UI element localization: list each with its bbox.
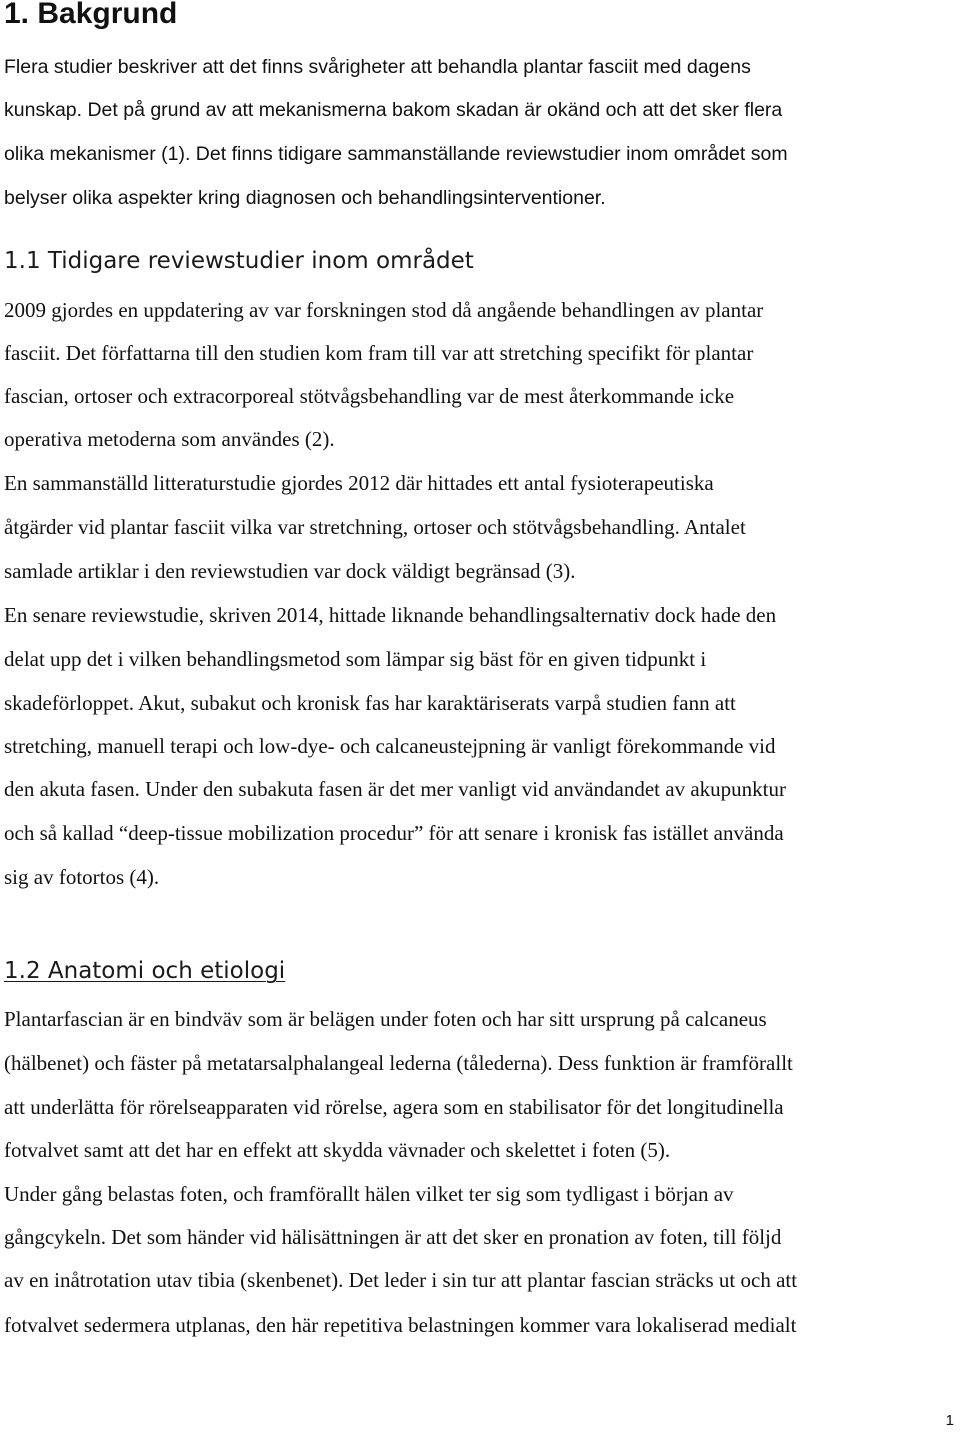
section-1-1-line-10: skadeförloppet. Akut, subakut och kronisk fas har karaktäriserats varpå studien fann att	[4, 691, 736, 715]
section-1-2-line-5: Under gång belastas foten, och framförallt hälen vilket ter sig som tydligast i början av	[4, 1182, 734, 1206]
section-1-2-line-8: fotvalvet sedermera utplanas, den här repetitiva belastningen kommer vara lokaliserad medialt	[4, 1313, 797, 1337]
section-1-1-line-1: 2009 gjordes en uppdatering av var forskningen stod då angående behandlingen av plantar	[4, 298, 764, 322]
section-1-1-line-3: fascian, ortoser och extracorporeal stötvågsbehandling var de mest återkommande icke	[4, 384, 735, 408]
section-1-2-line-1: Plantarfascian är en bindväv som är belägen under foten och har sitt ursprung på calcaneus	[4, 1007, 767, 1031]
section-1-2-line-2: (hälbenet) och fäster på metatarsalphalangeal lederna (tålederna). Dess funktion är framförallt	[4, 1051, 793, 1075]
heading-tidigare-reviewstudier: 1.1 Tidigare reviewstudier inom området	[4, 248, 474, 274]
section-1-1-line-4: operativa metoderna som användes (2).	[4, 427, 335, 451]
intro-line-2: kunskap. Det på grund av att mekanismerna bakom skadan är okänd och att det sker flera	[4, 99, 783, 121]
section-1-1-line-8: En senare reviewstudie, skriven 2014, hittade liknande behandlingsalternativ dock hade den	[4, 603, 777, 627]
page-number: 1	[945, 1412, 954, 1429]
section-1-1-line-12: den akuta fasen. Under den subakuta fasen är det mer vanligt vid användandet av akupunktur	[4, 777, 786, 801]
section-1-1-line-7: samlade artiklar i den reviewstudien var dock väldigt begränsad (3).	[4, 559, 576, 583]
section-1-1-line-5: En sammanställd litteraturstudie gjordes 2012 där hittades ett antal fysioterapeutiska	[4, 471, 714, 495]
intro-line-4: belyser olika aspekter kring diagnosen och behandlingsinterventioner.	[4, 187, 606, 209]
section-1-2-line-3: att underlätta för rörelseapparaten vid rörelse, agera som en stabilisator för det longitudinella	[4, 1095, 784, 1119]
section-1-1-line-2: fasciit. Det författarna till den studien kom fram till var att stretching specifikt för plantar	[4, 341, 754, 365]
section-1-2-line-4: fotvalvet samt att det har en effekt att skydda vävnader och skelettet i foten (5).	[4, 1138, 671, 1162]
section-1-2-line-6: gångcykeln. Det som händer vid hälisättningen är att det sker en pronation av foten, till följd	[4, 1225, 782, 1249]
heading-bakgrund: 1. Bakgrund	[4, 0, 178, 30]
section-1-1-line-6: åtgärder vid plantar fasciit vilka var stretchning, ortoser och stötvågsbehandling. Antalet	[4, 515, 746, 539]
intro-line-1: Flera studier beskriver att det finns svårigheter att behandla plantar fasciit med dagens	[4, 56, 751, 78]
heading-anatomi-och-etiologi: 1.2 Anatomi och etiologi	[4, 958, 286, 984]
section-1-1-line-11: stretching, manuell terapi och low-dye- och calcaneustejpning är vanligt förekommande vid	[4, 734, 776, 758]
section-1-1-line-14: sig av fotortos (4).	[4, 865, 160, 889]
section-1-2-line-7: av en inåtrotation utav tibia (skenbenet). Det leder i sin tur att plantar fascian sträcks ut och att	[4, 1268, 798, 1292]
section-1-1-line-13: och så kallad “deep-tissue mobilization procedur” för att senare i kronisk fas istället använda	[4, 821, 784, 845]
section-1-1-line-9: delat upp det i vilken behandlingsmetod som lämpar sig bäst för en given tidpunkt i	[4, 647, 707, 671]
intro-line-3: olika mekanismer (1). Det finns tidigare sammanställande reviewstudier inom området som	[4, 143, 788, 165]
